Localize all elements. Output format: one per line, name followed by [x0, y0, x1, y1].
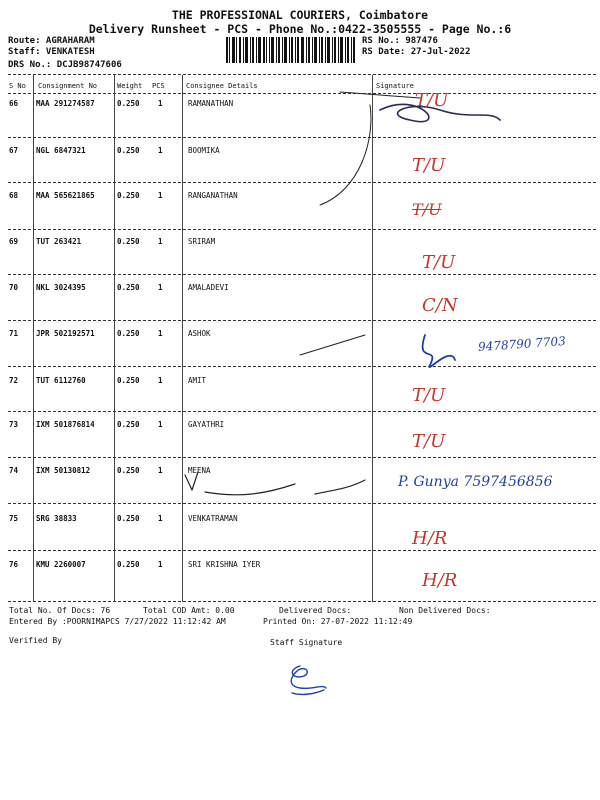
- row-pcs: 1: [158, 420, 163, 429]
- rs-date: RS Date: 27-Jul-2022: [362, 47, 471, 57]
- row-sno: 70: [9, 283, 19, 292]
- row-sno: 69: [9, 237, 19, 246]
- total-docs: Total No. Of Docs: 76: [9, 606, 111, 615]
- row-weight: 0.250: [117, 466, 140, 475]
- staff-signature-mark: [282, 660, 332, 700]
- row-sno: 68: [9, 191, 19, 200]
- row-pcs: 1: [158, 466, 163, 475]
- col-header-weight: Weight: [117, 82, 143, 90]
- row-sno: 66: [9, 99, 19, 108]
- row-consignee: VENKATRAMAN: [188, 514, 238, 523]
- row-divider: [8, 320, 596, 321]
- col-header-signature: Signature: [376, 82, 414, 90]
- row-weight: 0.250: [117, 237, 140, 246]
- non-delivered-docs: Non Delivered Docs:: [399, 606, 491, 615]
- route-label: Route: AGRAHARAM: [8, 36, 95, 46]
- printed-on: Printed On: 27-07-2022 11:12:49: [263, 617, 413, 626]
- signature-row-72: T/U: [412, 385, 446, 406]
- delivered-docs: Delivered Docs:: [279, 606, 352, 615]
- row-consignment-no: SRG 38833: [36, 514, 77, 523]
- row-pcs: 1: [158, 283, 163, 292]
- row-weight: 0.250: [117, 420, 140, 429]
- row-sno: 75: [9, 514, 19, 523]
- row-consignment-no: MAA 565621865: [36, 191, 95, 200]
- table-top-rule: [8, 74, 596, 75]
- signature-row-73: T/U: [412, 431, 446, 452]
- staff-signature-label: Staff Signature: [270, 638, 343, 647]
- row-consignee: SRIRAM: [188, 237, 216, 246]
- signature-row-67: T/U: [412, 155, 446, 176]
- row-pcs: 1: [158, 237, 163, 246]
- row-divider: [8, 457, 596, 458]
- row-consignee: RAMANATHAN: [188, 99, 234, 108]
- row-pcs: 1: [158, 376, 163, 385]
- col-header-pcs: PCS: [152, 82, 165, 90]
- row-pcs: 1: [158, 560, 163, 569]
- row-consignment-no: TUT 263421: [36, 237, 82, 246]
- row-consignment-no: TUT 6112760: [36, 376, 86, 385]
- row-consignee: SRI KRISHNA IYER: [188, 560, 261, 569]
- row-consignment-no: IXM 50130812: [36, 466, 91, 475]
- signature-row-76: H/R: [422, 570, 458, 591]
- barcode-image: [226, 37, 356, 63]
- row-weight: 0.250: [117, 376, 140, 385]
- table-bottom-rule: [8, 601, 596, 602]
- row-weight: 0.250: [117, 99, 140, 108]
- row-divider: [8, 411, 596, 412]
- row-consignee: AMIT: [188, 376, 207, 385]
- col-header-consignment: Consignment No: [38, 82, 98, 90]
- runsheet-subtitle: Delivery Runsheet - PCS - Phone No.:0422-3505555 - Page No.:6: [88, 22, 512, 36]
- signature-row-69: T/U: [422, 252, 456, 273]
- signature-row-68: T/U: [412, 200, 442, 219]
- row-sno: 74: [9, 466, 19, 475]
- row-consignment-no: NGL 6847321: [36, 146, 86, 155]
- rs-number: RS No.: 987476: [362, 36, 438, 46]
- company-title: THE PROFESSIONAL COURIERS, Coimbatore: [171, 8, 429, 22]
- row-consignee: MEENA: [188, 466, 211, 475]
- signature-row-71: 9478790 7703: [477, 333, 567, 355]
- row-consignment-no: JPR 502192571: [36, 329, 95, 338]
- row-consignee: GAYATHRI: [188, 420, 225, 429]
- row-consignment-no: IXM 501876814: [36, 420, 95, 429]
- row-pcs: 1: [158, 329, 163, 338]
- staff-label: Staff: VENKATESH: [8, 47, 95, 57]
- row-weight: 0.250: [117, 560, 140, 569]
- row-sno: 71: [9, 329, 19, 338]
- row-consignment-no: NKL 3024395: [36, 283, 86, 292]
- signature-scribble-row-71: [290, 325, 470, 375]
- signature-row-75: H/R: [412, 528, 448, 549]
- row-pcs: 1: [158, 514, 163, 523]
- row-weight: 0.250: [117, 191, 140, 200]
- col-divider: [33, 75, 34, 602]
- col-header-sno: S No: [9, 82, 26, 90]
- row-sno: 73: [9, 420, 19, 429]
- row-pcs: 1: [158, 191, 163, 200]
- row-consignment-no: MAA 291274587: [36, 99, 95, 108]
- signature-row-74: P. Gunya 7597456856: [398, 474, 553, 490]
- row-weight: 0.250: [117, 514, 140, 523]
- signature-row-70: C/N: [422, 295, 458, 316]
- row-consignee: RANGANATHAN: [188, 191, 238, 200]
- verified-by: Verified By: [9, 636, 62, 645]
- row-weight: 0.250: [117, 329, 140, 338]
- row-sno: 67: [9, 146, 19, 155]
- row-sno: 76: [9, 560, 19, 569]
- row-weight: 0.250: [117, 146, 140, 155]
- row-weight: 0.250: [117, 283, 140, 292]
- entered-by: Entered By :POORNIMAPCS 7/27/2022 11:12:42 AM: [9, 617, 226, 626]
- row-consignee: ASHOK: [188, 329, 211, 338]
- total-cod-amount: Total COD Amt: 0.00: [143, 606, 235, 615]
- signature-row-66: T/U: [415, 90, 449, 111]
- row-pcs: 1: [158, 146, 163, 155]
- row-divider: [8, 503, 596, 504]
- row-pcs: 1: [158, 99, 163, 108]
- signature-scribble-row-74: [180, 470, 380, 500]
- row-consignee: AMALADEVI: [188, 283, 229, 292]
- row-consignment-no: KMU 2260007: [36, 560, 86, 569]
- drs-label: DRS No.: DCJB98747606: [8, 60, 122, 70]
- row-consignee: BOOMIKA: [188, 146, 220, 155]
- col-divider: [114, 75, 115, 602]
- col-header-consignee: Consignee Details: [186, 82, 258, 90]
- row-sno: 72: [9, 376, 19, 385]
- col-divider: [182, 75, 183, 602]
- row-divider: [8, 274, 596, 275]
- row-divider: [8, 550, 596, 551]
